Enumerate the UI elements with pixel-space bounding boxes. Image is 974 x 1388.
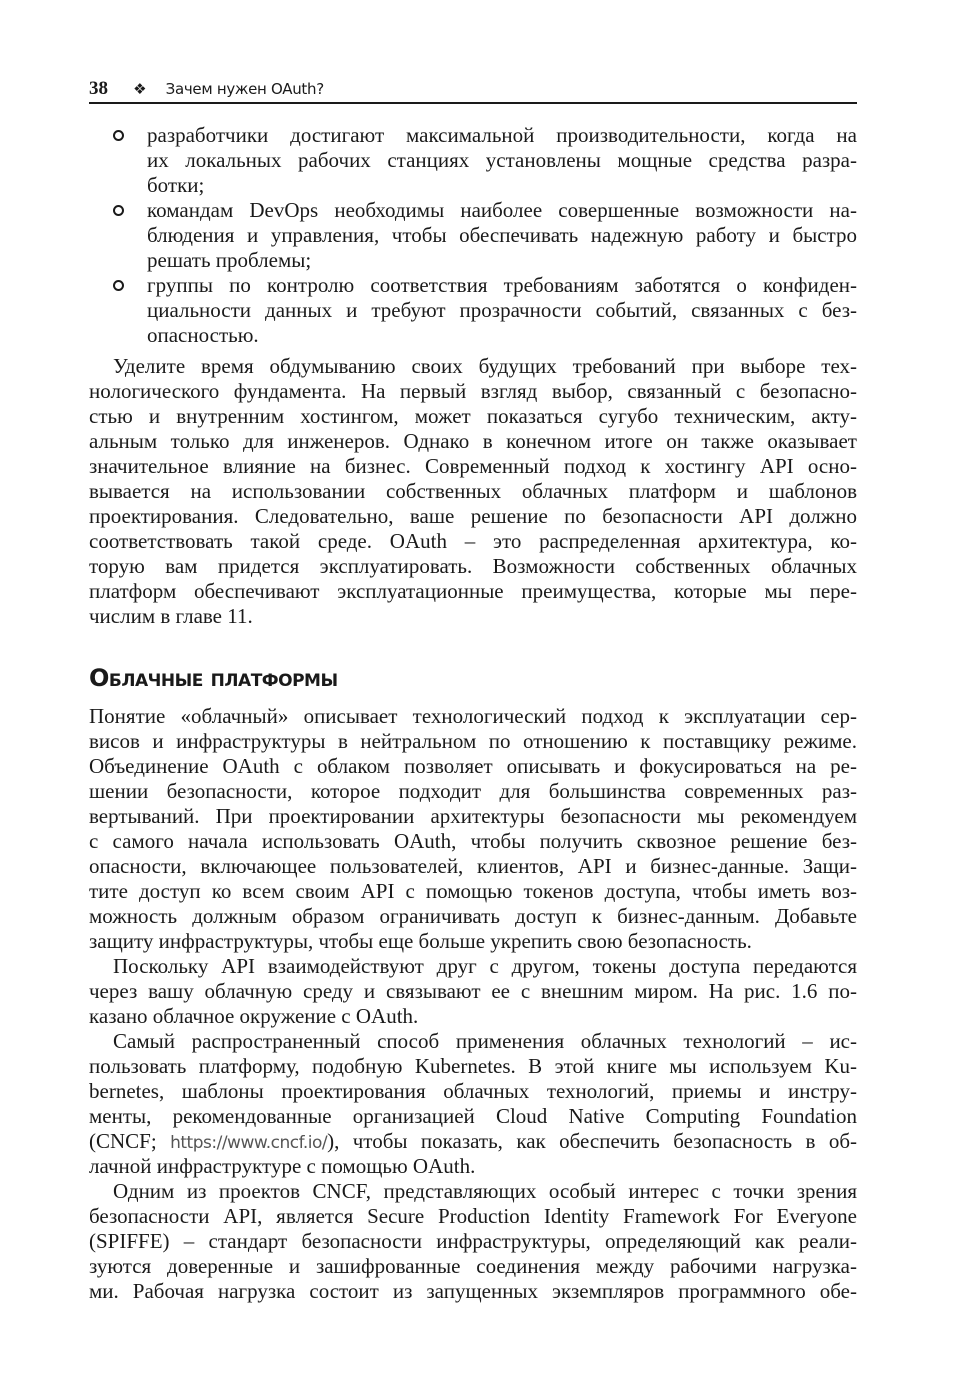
text-line: проектирования. Следовательно, ваше решение по безопасности API должно xyxy=(89,504,857,528)
cncf-link[interactable]: https://www.cncf.io/ xyxy=(170,1133,328,1153)
bullet-item xyxy=(89,273,857,348)
text-line: bernetes, шаблоны проектирования облачных технологий, приемы и инстру- xyxy=(89,1079,857,1103)
bullet-item xyxy=(89,123,857,198)
text-line: Поскольку API взаимодействуют друг с другом, токены доступа передаются xyxy=(113,954,857,978)
page-number: 38 xyxy=(89,78,108,99)
text-line: циальности данных и требуют прозрачности событий, связанных с без- xyxy=(147,298,857,322)
text-line: можность должным образом ограничивать доступ к бизнес-данным. Добавьте xyxy=(89,904,857,928)
circle-bullet-icon xyxy=(113,280,124,291)
text-line: командам DevOps необходимы наиболее совершенные возможности на- xyxy=(147,198,857,222)
text-line: альным только для инженеров. Однако в конечном итоге он также оказывает xyxy=(89,429,857,453)
text-line: решать проблемы; xyxy=(147,248,312,272)
text-line: ми. Рабочая нагрузка состоит из запущенных экземпляров программного обе- xyxy=(89,1279,857,1303)
paragraph-requirements xyxy=(89,354,857,629)
paragraph-cloud-intro xyxy=(89,704,857,954)
text-line: группы по контролю соответствия требованиям заботятся о конфиден- xyxy=(147,273,857,297)
ornament-icon: ❖ xyxy=(133,80,147,98)
text-line: казано облачное окружение с OAuth. xyxy=(89,1004,419,1028)
text-line: тите доступ ко всем своим API с помощью токенов доступа, чтобы иметь воз- xyxy=(89,879,857,903)
text-line: (SPIFFE) – стандарт безопасности инфраструктуры, определяющий как реали- xyxy=(89,1229,857,1253)
bullet-list xyxy=(89,123,857,348)
text-line: Одним из проектов CNCF, представляющих особый интерес с точки зрения xyxy=(113,1179,857,1203)
bullet-item xyxy=(89,198,857,273)
text-line: висов и инфраструктуры в нейтральном по отношению к поставщику режиме. xyxy=(89,729,857,753)
text-line: значительное влияние на бизнес. Современный подход к хостингу API осно- xyxy=(89,454,857,478)
text-line: опасности, включающее пользователей, клиентов, API и бизнес-данные. Защи- xyxy=(89,854,857,878)
text-line: числим в главе 11. xyxy=(89,604,253,628)
text-line: Понятие «облачный» описывает технологический подход к эксплуатации сер- xyxy=(89,704,857,728)
text-line: Уделите время обдумыванию своих будущих требований при выборе тех- xyxy=(113,354,857,378)
text-line: менты, рекомендованные организацией Cloud Native Computing Foundation xyxy=(89,1104,857,1128)
text-line: опасностью. xyxy=(147,323,259,347)
text-line: платформ обеспечивают эксплуатационные преимущества, которые мы пере- xyxy=(89,579,857,603)
text-line: блюдения и управления, чтобы обеспечивать надежную работу и быстро xyxy=(147,223,857,247)
text-line: нологического фундамента. На первый взгляд выбор, связанный с безопасно- xyxy=(89,379,857,403)
text-line: лачной инфраструктуре с помощью OAuth. xyxy=(89,1154,476,1178)
text-line: Самый распространенный способ применения облачных технологий – ис- xyxy=(113,1029,857,1053)
text-line: стью и внутренним хостингом, может показаться сугубо техническим, акту- xyxy=(89,404,857,428)
text-line: торую вам придется эксплуатировать. Возможности собственных облачных xyxy=(89,554,857,578)
text-line: разработчики достигают максимальной производительности, когда на xyxy=(147,123,857,147)
text-line: шении безопасности, которое подходит для большинства современных раз- xyxy=(89,779,857,803)
circle-bullet-icon xyxy=(113,205,124,216)
text-line: безопасности API, является Secure Production Identity Framework For Everyone xyxy=(89,1204,857,1228)
section-heading: Облачные платформы xyxy=(89,664,338,692)
text-line: вывается на использовании собственных облачных платформ и шаблонов xyxy=(89,479,857,503)
text-line: соответствовать такой среде. OAuth – это распределенная архитектура, ко- xyxy=(89,529,857,553)
text-line: ботки; xyxy=(147,173,205,197)
text-fragment: ), чтобы показать, как обеспечить безопасность в об- xyxy=(327,1129,858,1153)
text-line: через вашу облачную среду и связывают ее с внешним миром. На рис. 1.6 по- xyxy=(89,979,857,1003)
text-line: пользовать платформу, подобную Kubernetes. В этой книге мы используем Ku- xyxy=(89,1054,857,1078)
text-line: Объединение OAuth с облаком позволяет описывать и фокусироваться на ре- xyxy=(89,754,857,778)
paragraph-spiffe xyxy=(89,1179,857,1304)
text-line: зуются доверенные и зашифрованные соединения между рабочими нагрузка- xyxy=(89,1254,857,1278)
text-line: их локальных рабочих станциях установлены мощные средства разра- xyxy=(147,148,857,172)
paragraph-tokens xyxy=(89,954,857,1029)
paragraph-kubernetes xyxy=(89,1029,857,1179)
circle-bullet-icon xyxy=(113,130,124,141)
running-header xyxy=(89,76,857,104)
text-line: с самого начала использовать OAuth, чтобы получить сквозное решение без- xyxy=(89,829,857,853)
text-line: защиту инфраструктуры, чтобы еще больше укрепить свою безопасность. xyxy=(89,929,752,953)
text-line: вертываний. При проектировании архитектуры безопасности мы рекомендуем xyxy=(89,804,857,828)
text-line xyxy=(89,1129,857,1154)
running-title: Зачем нужен OAuth? xyxy=(165,80,324,98)
text-fragment: (CNCF; xyxy=(89,1129,171,1153)
